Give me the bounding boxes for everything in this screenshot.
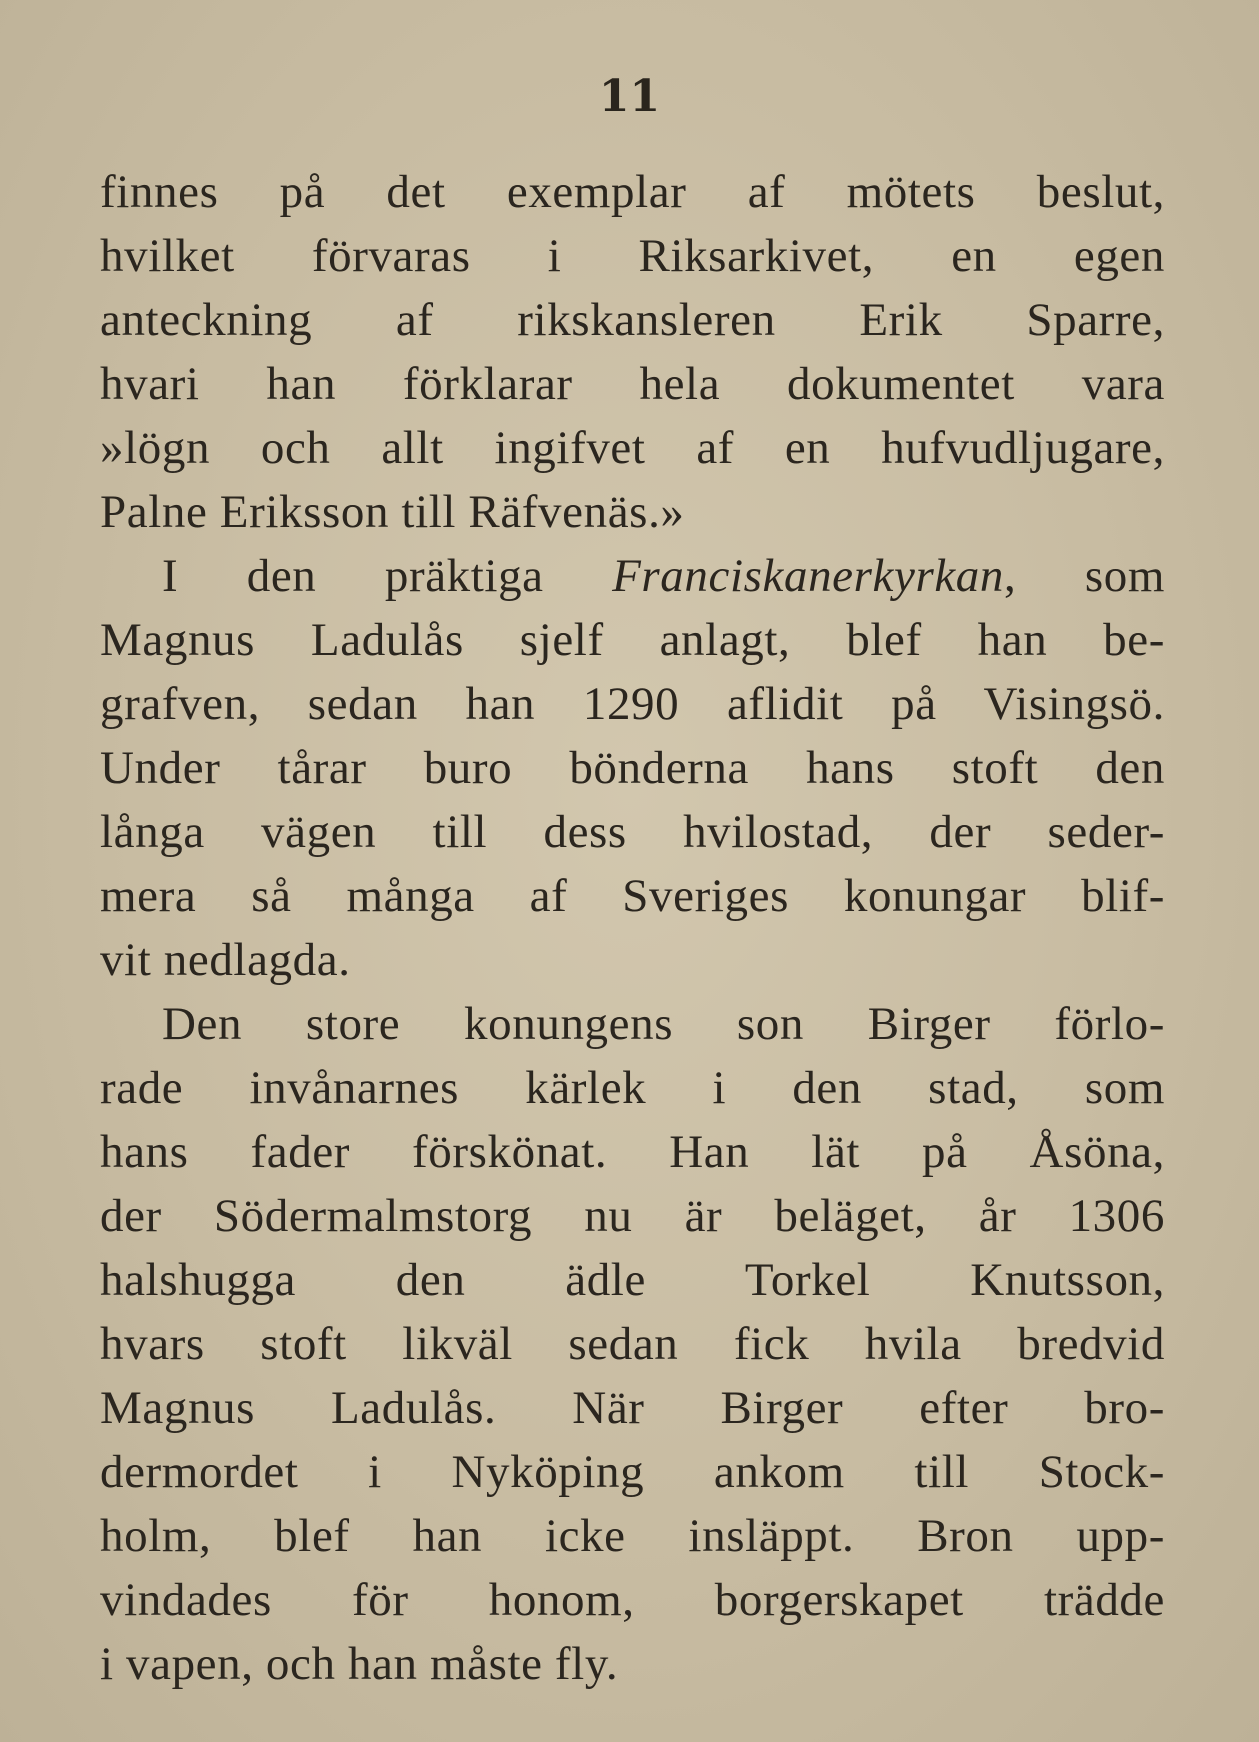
text-run: I den präktiga [162, 550, 544, 602]
text-line: finnes på det exemplar af mötets beslut, [100, 166, 1165, 218]
body-text [100, 160, 1165, 1696]
text-line: rade invånarnes kärlek i den stad, som [100, 1062, 1165, 1114]
paragraph-2 [100, 544, 1165, 992]
text-line: vit nedlagda. [100, 934, 351, 986]
text-line: vindades för honom, borgerskapet trädde [100, 1574, 1165, 1626]
text-line: holm, blef han icke insläppt. Bron upp- [100, 1510, 1165, 1562]
text-run: , som [1004, 550, 1165, 602]
text-line: hvars stoft likväl sedan fick hvila bredvid [100, 1318, 1165, 1370]
text-line: hans fader förskönat. Han lät på Åsöna, [100, 1126, 1165, 1178]
text-line: der Södermalmstorg nu är beläget, år 1306 [100, 1190, 1165, 1242]
page-number: 11 [598, 71, 661, 122]
text-line: anteckning af rikskansleren Erik Sparre, [100, 294, 1165, 346]
text-line: hvilket förvaras i Riksarkivet, en egen [100, 230, 1165, 282]
text-line: långa vägen till dess hvilostad, der seder- [100, 806, 1165, 858]
text-line: hvari han förklarar hela dokumentet vara [100, 358, 1165, 410]
text-line: Magnus Ladulås. När Birger efter bro- [100, 1382, 1165, 1434]
text-line: Den store konungens son Birger förlo- [162, 998, 1165, 1050]
text-line [100, 544, 1165, 608]
paragraph-1 [100, 160, 1165, 544]
text-line: i vapen, och han måste fly. [100, 1638, 619, 1690]
text-line: Magnus Ladulås sjelf anlagt, blef han be- [100, 614, 1165, 666]
text-line: dermordet i Nyköping ankom till Stock- [100, 1446, 1165, 1498]
text-line: Palne Eriksson till Räfvenäs.» [100, 486, 685, 538]
text-line: halshugga den ädle Torkel Knutsson, [100, 1254, 1165, 1306]
paragraph-3 [100, 992, 1165, 1696]
text-line: »lögn och allt ingifvet af en hufvudljugare, [100, 422, 1165, 474]
italic-church-name: Franciskanerkyrkan [612, 550, 1005, 602]
text-line: Under tårar buro bönderna hans stoft den [100, 742, 1165, 794]
text-line: grafven, sedan han 1290 aflidit på Visingsö. [100, 678, 1165, 730]
text-line: mera så många af Sveriges konungar blif- [100, 870, 1165, 922]
